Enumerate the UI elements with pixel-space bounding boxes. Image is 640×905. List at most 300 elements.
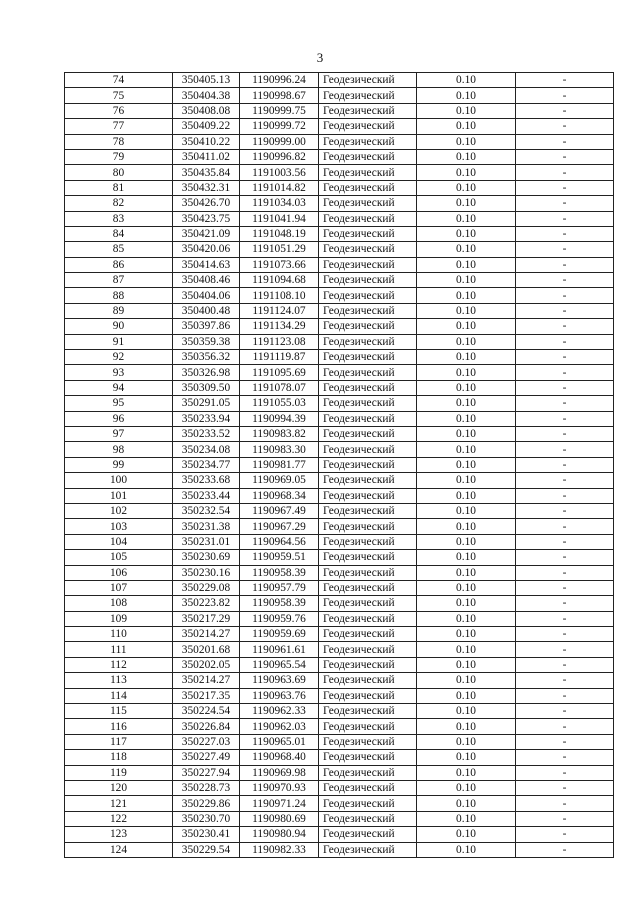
method-cell: Геодезический — [319, 765, 417, 780]
method-cell: Геодезический — [319, 88, 417, 103]
method-cell: Геодезический — [319, 719, 417, 734]
accuracy-cell: 0.10 — [417, 273, 516, 288]
description-cell: - — [516, 334, 614, 349]
x-coordinate-cell: 350230.69 — [173, 550, 240, 565]
y-coordinate-cell: 1191123.08 — [240, 334, 319, 349]
table-row — [65, 580, 614, 595]
method-cell: Геодезический — [319, 627, 417, 642]
table-row — [65, 396, 614, 411]
description-cell: - — [516, 242, 614, 257]
y-coordinate-cell: 1190994.39 — [240, 411, 319, 426]
accuracy-cell: 0.10 — [417, 211, 516, 226]
x-coordinate-cell: 350309.50 — [173, 380, 240, 395]
method-cell: Геодезический — [319, 411, 417, 426]
method-cell: Геодезический — [319, 750, 417, 765]
table-row — [65, 565, 614, 580]
x-coordinate-cell: 350230.70 — [173, 811, 240, 826]
accuracy-cell: 0.10 — [417, 134, 516, 149]
point-number-cell: 92 — [65, 350, 173, 365]
method-cell: Геодезический — [319, 473, 417, 488]
y-coordinate-cell: 1190961.61 — [240, 642, 319, 657]
table-row — [65, 165, 614, 180]
y-coordinate-cell: 1190958.39 — [240, 565, 319, 580]
x-coordinate-cell: 350233.52 — [173, 426, 240, 441]
point-number-cell: 113 — [65, 673, 173, 688]
x-coordinate-cell: 350217.35 — [173, 688, 240, 703]
y-coordinate-cell: 1191119.87 — [240, 350, 319, 365]
table-row — [65, 242, 614, 257]
method-cell: Геодезический — [319, 319, 417, 334]
accuracy-cell: 0.10 — [417, 565, 516, 580]
method-cell: Геодезический — [319, 257, 417, 272]
y-coordinate-cell: 1190968.40 — [240, 750, 319, 765]
y-coordinate-cell: 1190967.49 — [240, 503, 319, 518]
method-cell: Геодезический — [319, 796, 417, 811]
method-cell: Геодезический — [319, 519, 417, 534]
description-cell: - — [516, 704, 614, 719]
point-number-cell: 104 — [65, 534, 173, 549]
method-cell: Геодезический — [319, 827, 417, 842]
y-coordinate-cell: 1190999.75 — [240, 103, 319, 118]
method-cell: Геодезический — [319, 73, 417, 88]
table-row — [65, 88, 614, 103]
x-coordinate-cell: 350414.63 — [173, 257, 240, 272]
method-cell: Геодезический — [319, 303, 417, 318]
table-row — [65, 119, 614, 134]
x-coordinate-cell: 350400.48 — [173, 303, 240, 318]
point-number-cell: 111 — [65, 642, 173, 657]
accuracy-cell: 0.10 — [417, 688, 516, 703]
table-row — [65, 149, 614, 164]
y-coordinate-cell: 1190971.24 — [240, 796, 319, 811]
method-cell: Геодезический — [319, 842, 417, 857]
point-number-cell: 102 — [65, 503, 173, 518]
point-number-cell: 110 — [65, 627, 173, 642]
table-row — [65, 103, 614, 118]
y-coordinate-cell: 1191078.07 — [240, 380, 319, 395]
x-coordinate-cell: 350223.82 — [173, 596, 240, 611]
accuracy-cell: 0.10 — [417, 196, 516, 211]
table-row — [65, 503, 614, 518]
point-number-cell: 103 — [65, 519, 173, 534]
description-cell: - — [516, 119, 614, 134]
accuracy-cell: 0.10 — [417, 380, 516, 395]
y-coordinate-cell: 1191134.29 — [240, 319, 319, 334]
accuracy-cell: 0.10 — [417, 411, 516, 426]
accuracy-cell: 0.10 — [417, 503, 516, 518]
point-number-cell: 83 — [65, 211, 173, 226]
description-cell: - — [516, 503, 614, 518]
table-row — [65, 750, 614, 765]
table-row — [65, 319, 614, 334]
point-number-cell: 105 — [65, 550, 173, 565]
x-coordinate-cell: 350435.84 — [173, 165, 240, 180]
x-coordinate-cell: 350231.38 — [173, 519, 240, 534]
table-row — [65, 627, 614, 642]
accuracy-cell: 0.10 — [417, 426, 516, 441]
method-cell: Геодезический — [319, 565, 417, 580]
point-number-cell: 84 — [65, 226, 173, 241]
x-coordinate-cell: 350230.41 — [173, 827, 240, 842]
accuracy-cell: 0.10 — [417, 704, 516, 719]
method-cell: Геодезический — [319, 165, 417, 180]
x-coordinate-cell: 350432.31 — [173, 180, 240, 195]
description-cell: - — [516, 319, 614, 334]
point-number-cell: 85 — [65, 242, 173, 257]
table-row — [65, 350, 614, 365]
x-coordinate-cell: 350359.38 — [173, 334, 240, 349]
description-cell: - — [516, 165, 614, 180]
accuracy-cell: 0.10 — [417, 642, 516, 657]
description-cell: - — [516, 350, 614, 365]
x-coordinate-cell: 350423.75 — [173, 211, 240, 226]
y-coordinate-cell: 1190999.00 — [240, 134, 319, 149]
accuracy-cell: 0.10 — [417, 149, 516, 164]
method-cell: Геодезический — [319, 442, 417, 457]
accuracy-cell: 0.10 — [417, 827, 516, 842]
point-number-cell: 86 — [65, 257, 173, 272]
accuracy-cell: 0.10 — [417, 73, 516, 88]
point-number-cell: 78 — [65, 134, 173, 149]
x-coordinate-cell: 350356.32 — [173, 350, 240, 365]
point-number-cell: 122 — [65, 811, 173, 826]
y-coordinate-cell: 1190968.34 — [240, 488, 319, 503]
y-coordinate-cell: 1190965.01 — [240, 734, 319, 749]
point-number-cell: 109 — [65, 611, 173, 626]
table-row — [65, 473, 614, 488]
description-cell: - — [516, 442, 614, 457]
table-row — [65, 380, 614, 395]
method-cell: Геодезический — [319, 396, 417, 411]
method-cell: Геодезический — [319, 534, 417, 549]
table-row — [65, 688, 614, 703]
description-cell: - — [516, 688, 614, 703]
y-coordinate-cell: 1190963.69 — [240, 673, 319, 688]
table-row — [65, 442, 614, 457]
accuracy-cell: 0.10 — [417, 611, 516, 626]
table-row — [65, 488, 614, 503]
method-cell: Геодезический — [319, 149, 417, 164]
point-number-cell: 90 — [65, 319, 173, 334]
description-cell: - — [516, 719, 614, 734]
x-coordinate-cell: 350409.22 — [173, 119, 240, 134]
method-cell: Геодезический — [319, 642, 417, 657]
y-coordinate-cell: 1190959.69 — [240, 627, 319, 642]
y-coordinate-cell: 1190983.82 — [240, 426, 319, 441]
point-number-cell: 81 — [65, 180, 173, 195]
table-row — [65, 426, 614, 441]
point-number-cell: 101 — [65, 488, 173, 503]
method-cell: Геодезический — [319, 734, 417, 749]
accuracy-cell: 0.10 — [417, 657, 516, 672]
x-coordinate-cell: 350227.49 — [173, 750, 240, 765]
point-number-cell: 98 — [65, 442, 173, 457]
y-coordinate-cell: 1191041.94 — [240, 211, 319, 226]
point-number-cell: 121 — [65, 796, 173, 811]
accuracy-cell: 0.10 — [417, 257, 516, 272]
y-coordinate-cell: 1190964.56 — [240, 534, 319, 549]
description-cell: - — [516, 611, 614, 626]
x-coordinate-cell: 350226.84 — [173, 719, 240, 734]
x-coordinate-cell: 350227.94 — [173, 765, 240, 780]
y-coordinate-cell: 1191051.29 — [240, 242, 319, 257]
point-number-cell: 118 — [65, 750, 173, 765]
method-cell: Геодезический — [319, 673, 417, 688]
description-cell: - — [516, 396, 614, 411]
point-number-cell: 108 — [65, 596, 173, 611]
page-number: 3 — [316, 50, 324, 65]
accuracy-cell: 0.10 — [417, 734, 516, 749]
y-coordinate-cell: 1190998.67 — [240, 88, 319, 103]
accuracy-cell: 0.10 — [417, 288, 516, 303]
description-cell: - — [516, 73, 614, 88]
table-row — [65, 211, 614, 226]
method-cell: Геодезический — [319, 134, 417, 149]
y-coordinate-cell: 1191094.68 — [240, 273, 319, 288]
table-row — [65, 411, 614, 426]
accuracy-cell: 0.10 — [417, 226, 516, 241]
y-coordinate-cell: 1191034.03 — [240, 196, 319, 211]
y-coordinate-cell: 1191048.19 — [240, 226, 319, 241]
accuracy-cell: 0.10 — [417, 119, 516, 134]
description-cell: - — [516, 426, 614, 441]
accuracy-cell: 0.10 — [417, 457, 516, 472]
x-coordinate-cell: 350233.68 — [173, 473, 240, 488]
description-cell: - — [516, 596, 614, 611]
table-row — [65, 550, 614, 565]
point-number-cell: 100 — [65, 473, 173, 488]
point-number-cell: 94 — [65, 380, 173, 395]
description-cell: - — [516, 88, 614, 103]
y-coordinate-cell: 1190980.69 — [240, 811, 319, 826]
table-row — [65, 134, 614, 149]
y-coordinate-cell: 1191108.10 — [240, 288, 319, 303]
accuracy-cell: 0.10 — [417, 103, 516, 118]
y-coordinate-cell: 1191095.69 — [240, 365, 319, 380]
method-cell: Геодезический — [319, 550, 417, 565]
table-row — [65, 334, 614, 349]
description-cell: - — [516, 827, 614, 842]
method-cell: Геодезический — [319, 103, 417, 118]
description-cell: - — [516, 288, 614, 303]
point-number-cell: 77 — [65, 119, 173, 134]
point-number-cell: 106 — [65, 565, 173, 580]
method-cell: Геодезический — [319, 334, 417, 349]
description-cell: - — [516, 657, 614, 672]
method-cell: Геодезический — [319, 704, 417, 719]
method-cell: Геодезический — [319, 350, 417, 365]
accuracy-cell: 0.10 — [417, 473, 516, 488]
description-cell: - — [516, 750, 614, 765]
point-number-cell: 117 — [65, 734, 173, 749]
point-number-cell: 93 — [65, 365, 173, 380]
description-cell: - — [516, 734, 614, 749]
table-row — [65, 273, 614, 288]
coordinates-table — [64, 72, 614, 858]
y-coordinate-cell: 1190996.82 — [240, 149, 319, 164]
x-coordinate-cell: 350231.01 — [173, 534, 240, 549]
accuracy-cell: 0.10 — [417, 165, 516, 180]
x-coordinate-cell: 350408.46 — [173, 273, 240, 288]
y-coordinate-cell: 1191073.66 — [240, 257, 319, 272]
accuracy-cell: 0.10 — [417, 765, 516, 780]
y-coordinate-cell: 1190996.24 — [240, 73, 319, 88]
description-cell: - — [516, 257, 614, 272]
table-row — [65, 657, 614, 672]
description-cell: - — [516, 303, 614, 318]
description-cell: - — [516, 211, 614, 226]
x-coordinate-cell: 350224.54 — [173, 704, 240, 719]
description-cell: - — [516, 780, 614, 795]
description-cell: - — [516, 488, 614, 503]
point-number-cell: 120 — [65, 780, 173, 795]
description-cell: - — [516, 642, 614, 657]
x-coordinate-cell: 350411.02 — [173, 149, 240, 164]
method-cell: Геодезический — [319, 273, 417, 288]
x-coordinate-cell: 350408.08 — [173, 103, 240, 118]
y-coordinate-cell: 1191124.07 — [240, 303, 319, 318]
method-cell: Геодезический — [319, 580, 417, 595]
y-coordinate-cell: 1190959.76 — [240, 611, 319, 626]
description-cell: - — [516, 457, 614, 472]
y-coordinate-cell: 1190983.30 — [240, 442, 319, 457]
accuracy-cell: 0.10 — [417, 719, 516, 734]
method-cell: Геодезический — [319, 611, 417, 626]
accuracy-cell: 0.10 — [417, 596, 516, 611]
description-cell: - — [516, 534, 614, 549]
description-cell: - — [516, 226, 614, 241]
description-cell: - — [516, 673, 614, 688]
point-number-cell: 74 — [65, 73, 173, 88]
method-cell: Геодезический — [319, 688, 417, 703]
table-row — [65, 519, 614, 534]
method-cell: Геодезический — [319, 119, 417, 134]
description-cell: - — [516, 627, 614, 642]
x-coordinate-cell: 350291.05 — [173, 396, 240, 411]
point-number-cell: 119 — [65, 765, 173, 780]
accuracy-cell: 0.10 — [417, 303, 516, 318]
x-coordinate-cell: 350326.98 — [173, 365, 240, 380]
x-coordinate-cell: 350230.16 — [173, 565, 240, 580]
table-row — [65, 811, 614, 826]
description-cell: - — [516, 149, 614, 164]
table-row — [65, 611, 614, 626]
accuracy-cell: 0.10 — [417, 350, 516, 365]
x-coordinate-cell: 350404.38 — [173, 88, 240, 103]
table-row — [65, 288, 614, 303]
point-number-cell: 99 — [65, 457, 173, 472]
y-coordinate-cell: 1190957.79 — [240, 580, 319, 595]
table-row — [65, 796, 614, 811]
x-coordinate-cell: 350229.54 — [173, 842, 240, 857]
accuracy-cell: 0.10 — [417, 673, 516, 688]
accuracy-cell: 0.10 — [417, 88, 516, 103]
method-cell: Геодезический — [319, 196, 417, 211]
y-coordinate-cell: 1190981.77 — [240, 457, 319, 472]
description-cell: - — [516, 580, 614, 595]
x-coordinate-cell: 350227.03 — [173, 734, 240, 749]
accuracy-cell: 0.10 — [417, 180, 516, 195]
method-cell: Геодезический — [319, 180, 417, 195]
method-cell: Геодезический — [319, 380, 417, 395]
x-coordinate-cell: 350201.68 — [173, 642, 240, 657]
description-cell: - — [516, 796, 614, 811]
x-coordinate-cell: 350202.05 — [173, 657, 240, 672]
method-cell: Геодезический — [319, 488, 417, 503]
coordinates-table-body — [65, 73, 614, 858]
method-cell: Геодезический — [319, 426, 417, 441]
description-cell: - — [516, 365, 614, 380]
point-number-cell: 123 — [65, 827, 173, 842]
accuracy-cell: 0.10 — [417, 242, 516, 257]
method-cell: Геодезический — [319, 365, 417, 380]
accuracy-cell: 0.10 — [417, 488, 516, 503]
x-coordinate-cell: 350397.86 — [173, 319, 240, 334]
x-coordinate-cell: 350214.27 — [173, 673, 240, 688]
description-cell: - — [516, 811, 614, 826]
accuracy-cell: 0.10 — [417, 334, 516, 349]
accuracy-cell: 0.10 — [417, 396, 516, 411]
description-cell: - — [516, 519, 614, 534]
description-cell: - — [516, 473, 614, 488]
point-number-cell: 96 — [65, 411, 173, 426]
table-row — [65, 673, 614, 688]
point-number-cell: 112 — [65, 657, 173, 672]
point-number-cell: 79 — [65, 149, 173, 164]
point-number-cell: 116 — [65, 719, 173, 734]
y-coordinate-cell: 1191014.82 — [240, 180, 319, 195]
accuracy-cell: 0.10 — [417, 580, 516, 595]
description-cell: - — [516, 842, 614, 857]
table-row — [65, 704, 614, 719]
x-coordinate-cell: 350233.94 — [173, 411, 240, 426]
point-number-cell: 95 — [65, 396, 173, 411]
point-number-cell: 75 — [65, 88, 173, 103]
method-cell: Геодезический — [319, 226, 417, 241]
description-cell: - — [516, 134, 614, 149]
point-number-cell: 114 — [65, 688, 173, 703]
point-number-cell: 89 — [65, 303, 173, 318]
point-number-cell: 107 — [65, 580, 173, 595]
accuracy-cell: 0.10 — [417, 319, 516, 334]
method-cell: Геодезический — [319, 288, 417, 303]
y-coordinate-cell: 1190963.76 — [240, 688, 319, 703]
point-number-cell: 124 — [65, 842, 173, 857]
table-row — [65, 765, 614, 780]
accuracy-cell: 0.10 — [417, 750, 516, 765]
y-coordinate-cell: 1190959.51 — [240, 550, 319, 565]
point-number-cell: 91 — [65, 334, 173, 349]
x-coordinate-cell: 350404.06 — [173, 288, 240, 303]
point-number-cell: 80 — [65, 165, 173, 180]
table-row — [65, 827, 614, 842]
table-row — [65, 719, 614, 734]
accuracy-cell: 0.10 — [417, 780, 516, 795]
description-cell: - — [516, 550, 614, 565]
description-cell: - — [516, 411, 614, 426]
x-coordinate-cell: 350229.08 — [173, 580, 240, 595]
table-row — [65, 780, 614, 795]
description-cell: - — [516, 565, 614, 580]
point-number-cell: 115 — [65, 704, 173, 719]
description-cell: - — [516, 180, 614, 195]
y-coordinate-cell: 1190982.33 — [240, 842, 319, 857]
method-cell: Геодезический — [319, 503, 417, 518]
description-cell: - — [516, 765, 614, 780]
method-cell: Геодезический — [319, 780, 417, 795]
x-coordinate-cell: 350420.06 — [173, 242, 240, 257]
table-row — [65, 734, 614, 749]
